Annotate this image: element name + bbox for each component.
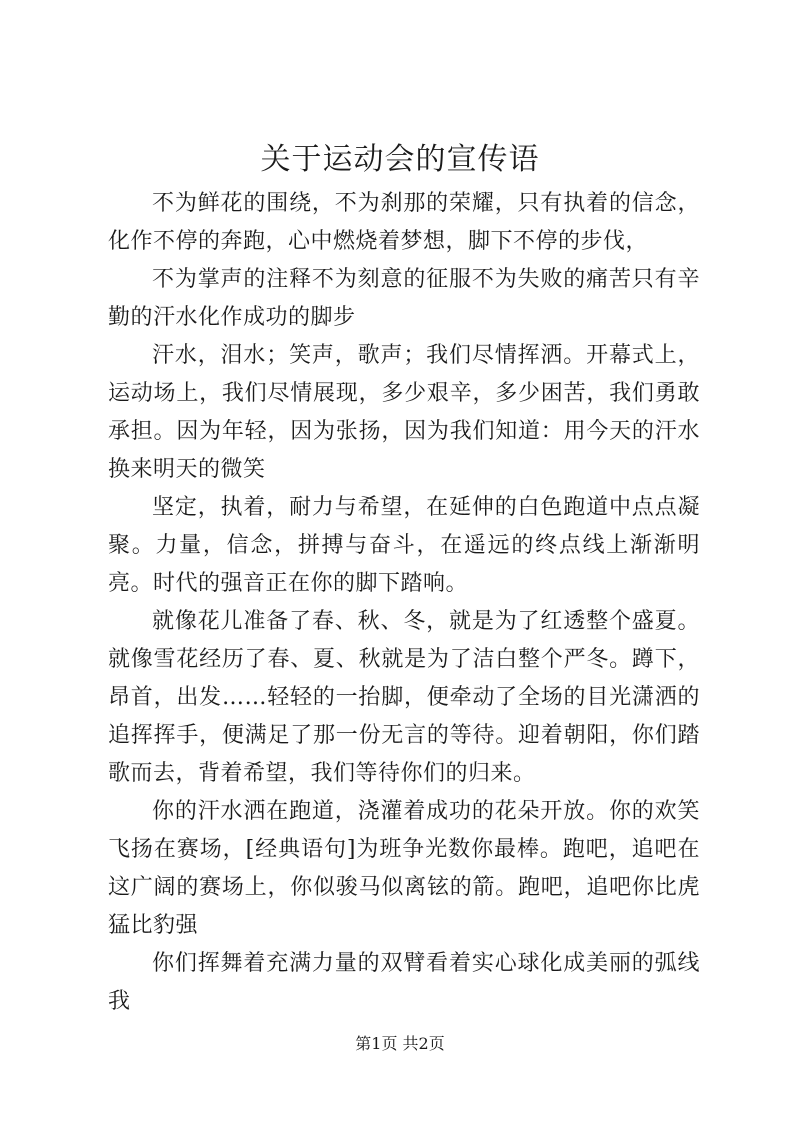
document-body — [108, 185, 700, 1021]
paragraph-5: 就像花儿准备了春、秋、冬，就是为了红透整个盛夏。就像雪花经历了春、夏、秋就是为了洁白整个严冬。蹲下，昂首，出发……轻轻的一抬脚，便牵动了全场的目光潇洒的追挥挥手，便满足了那一份无言的等待。迎着朝阳，你们踏歌而去，背着希望，我们等待你们的归来。 — [108, 609, 700, 786]
paragraph-1: 不为鲜花的围绕，不为刹那的荣耀，只有执着的信念，化作不停的奔跑，心中燃烧着梦想，脚下不停的步伐， — [108, 191, 700, 254]
paragraph-4: 坚定，执着，耐力与希望，在延伸的白色跑道中点点凝聚。力量，信念，拼搏与奋斗，在遥远的终点线上渐渐明亮。时代的强音正在你的脚下踏响。 — [108, 495, 700, 596]
paragraph-2: 不为掌声的注释不为刻意的征服不为失败的痛苦只有辛勤的汗水化作成功的脚步 — [108, 267, 700, 330]
document-title: 关于运动会的宣传语 — [260, 142, 540, 177]
paragraph-3: 汗水，泪水；笑声，歌声；我们尽情挥洒。开幕式上，运动场上，我们尽情展现，多少艰辛，多少困苦，我们勇敢承担。因为年轻，因为张扬，因为我们知道：用今天的汗水换来明天的微笑 — [108, 343, 700, 482]
page-number-footer: 第1页 共2页 — [355, 1034, 445, 1053]
paragraph-6: 你的汗水洒在跑道，浇灌着成功的花朵开放。你的欢笑飞扬在赛场，[经典语句]为班争光数你最棒。跑吧，追吧在这广阔的赛场上，你似骏马似离铉的箭。跑吧，追吧你比虎猛比豹强 — [108, 799, 700, 938]
paragraph-7: 你们挥舞着充满力量的双臂看着实心球化成美丽的弧线我 — [108, 951, 700, 1014]
